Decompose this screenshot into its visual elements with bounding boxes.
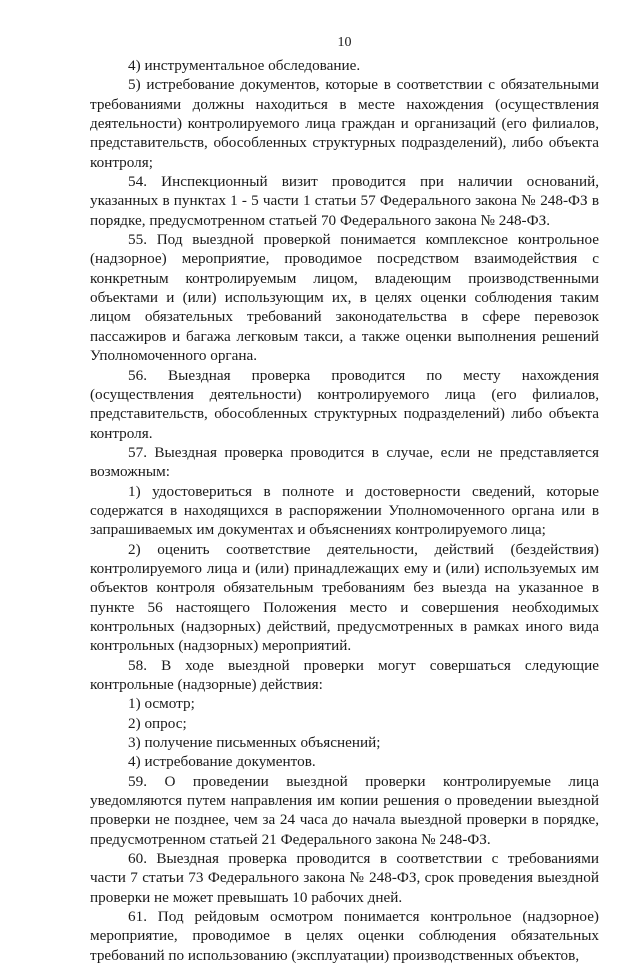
paragraph-item-5-documents: 5) истребование документов, которые в соответствии с обязательными требованиями должны находиться в месте нахождения (осуществления деятельности) контролируемого лица граждан и организаций (его филиалов, представительств, обособленных структурных подразделений), либо объекта контроля;: [90, 76, 599, 171]
paragraph-55: 55. Под выездной проверкой понимается комплексное контрольное (надзорное) мероприятие, проводимое посредством взаимодействия с конкретным контролируемым лицом, владеющим производственными объектами и (или) использующим их, в целях оценки соблюдения таким лицом обязательных требований законодательства в сфере перевозок пассажиров и багажа легковым такси, а также оценки выполнения решений Уполномоченного органа.: [90, 231, 599, 365]
paragraph-58-item-2: 2) опрос;: [128, 714, 187, 732]
paragraph-58-item-4: 4) истребование документов.: [128, 753, 316, 771]
paragraph-57-item-2: 2) оценить соответствие деятельности, действий (бездействия) контролируемого лица и (или) принадлежащих ему и (или) используемых им объектов контроля обязательным требованиям без выезда на указанное в пункте 56 настоящего Положения место и совершения необходимых контрольных (надзорных) действий, предусмотренных в рамках иного вида контрольных (надзорных) мероприятий.: [90, 540, 599, 655]
page-number: 10: [337, 35, 352, 50]
paragraph-59: 59. О проведении выездной проверки контролируемые лица уведомляются путем направления им копии решения о проведении выездной проверки не позднее, чем за 24 часа до начала выездной проверки в порядке, предусмотренном статьей 21 Федерального закона № 248-ФЗ.: [90, 772, 599, 848]
paragraph-57-item-1: 1) удостовериться в полноте и достоверности сведений, которые содержатся в находящихся в распоряжении Уполномоченного органа или в запрашиваемых им документах и объяснениях контролируемого лица;: [90, 482, 599, 539]
paragraph-60: 60. Выездная проверка проводится в соответствии с требованиями части 7 статьи 73 Федерального закона № 248-ФЗ, срок проведения выездной проверки не может превышать 10 рабочих дней.: [90, 850, 599, 906]
paragraph-58-item-3: 3) получение письменных объяснений;: [128, 734, 381, 752]
paragraph-56: 56. Выездная проверка проводится по месту нахождения (осуществления деятельности) контролируемого лица (его филиалов, представительств, обособленных структурных подразделений) либо объекта контроля.: [90, 366, 599, 442]
paragraph-61: 61. Под рейдовым осмотром понимается контрольное (надзорное) мероприятие, проводимое в целях оценки соблюдения обязательных требований по использованию (эксплуатации) производственных объектов,: [90, 908, 599, 964]
paragraph-item-4-instrumental: 4) инструментальное обследование.: [128, 57, 361, 74]
paragraph-58: 58. В ходе выездной проверки могут совершаться следующие контрольные (надзорные) действия:: [90, 656, 599, 693]
paragraph-58-item-1: 1) осмотр;: [128, 695, 195, 713]
paragraph-57: 57. Выездная проверка проводится в случае, если не представляется возможным:: [90, 443, 599, 481]
paragraph-54: 54. Инспекционный визит проводится при наличии оснований, указанных в пунктах 1 - 5 части 1 статьи 57 Федерального закона № 248-ФЗ в порядке, предусмотренном статьей 70 Федерального закона № 248-ФЗ.: [90, 173, 599, 229]
